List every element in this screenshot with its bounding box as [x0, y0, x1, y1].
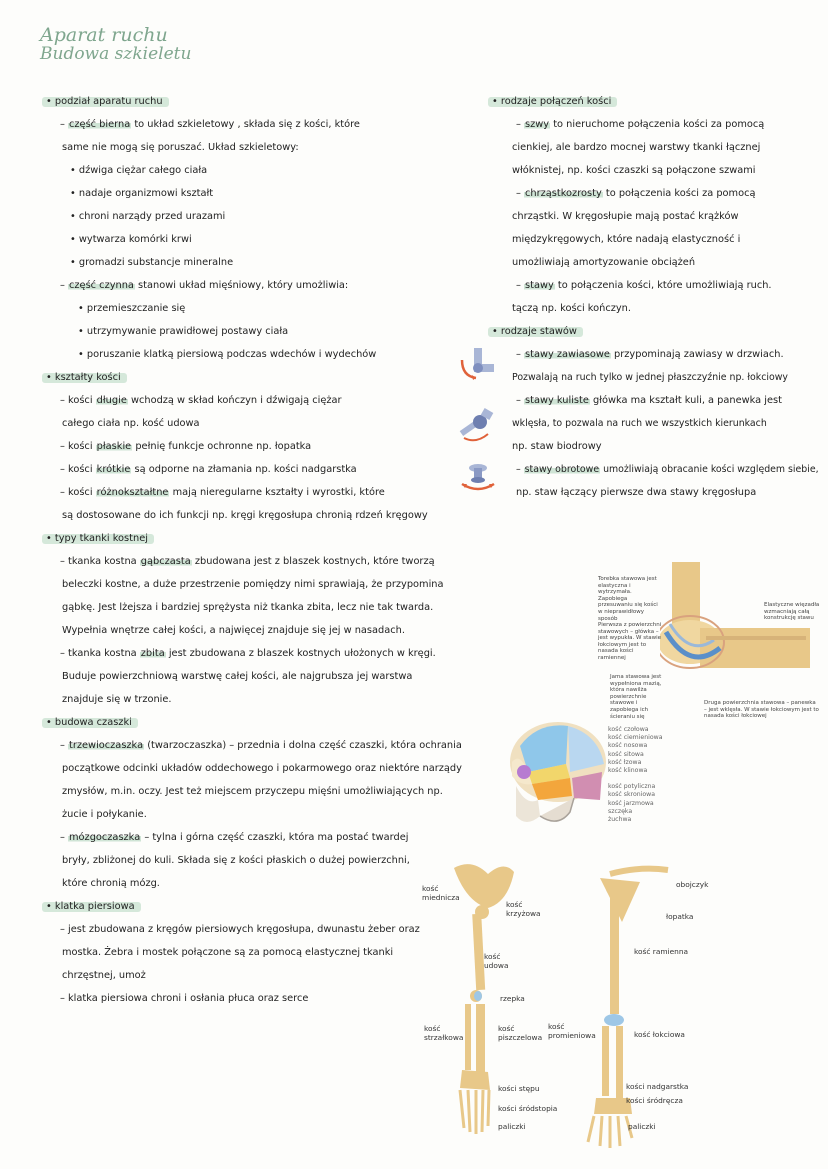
section-heading: • podział aparatu ruchu: [44, 90, 165, 113]
bone-label: kość krzyżowa: [506, 900, 541, 918]
joint-label: Jama stawowa jest wypełniona mazią, która nawilża powierzchnie stawowe i zapobiega ich ścieraniu się: [610, 674, 662, 720]
bone-label: kości stępu: [498, 1084, 540, 1093]
ball-joint-icon: [456, 406, 498, 442]
text-line: chrzęstnej, umoż: [62, 970, 146, 981]
text-line: np. staw biodrowy: [512, 441, 602, 452]
text-line: – część czynna stanowi układ mięśniowy, który umożliwia:: [60, 280, 349, 291]
section-heading: • kształty kości: [44, 366, 123, 389]
bone-label: rzepka: [500, 994, 525, 1003]
text-line: umożliwiają amortyzowanie obciążeń: [512, 257, 696, 268]
text-line: – kości płaskie pełnię funkcje ochronne np. łopatka: [60, 441, 312, 452]
bone-label: kość łokciowa: [634, 1030, 685, 1039]
text-line: – stawy kuliste główka ma kształt kuli, a panewka jest: [516, 395, 782, 406]
text-line: włóknistej, np. kości czaszki są połączone szwami: [512, 165, 756, 176]
text-line: – kości krótkie są odporne na złamania np. kości nadgarstka: [60, 464, 357, 475]
text-line: beleczki kostne, a duże przestrzenie pomiędzy nimi sprawiają, że przypomina: [62, 579, 444, 590]
text-line: Buduje powierzchniową warstwę całej kości, ale najgrubsza jej warstwa: [62, 671, 413, 682]
text-line: – tkanka kostna zbita jest zbudowana z blaszek kostnych ułożonych w kręgi.: [60, 648, 436, 659]
text-line: – mózgoczaszka – tylna i górna część czaszki, która ma postać twardej: [60, 832, 409, 843]
text-line: znajduje się w trzonie.: [62, 694, 172, 705]
text-line: – tkanka kostna gąbczasta zbudowana jest z blaszek kostnych, które tworzą: [60, 556, 435, 567]
list-item: • nadaje organizmowi kształt: [70, 188, 214, 199]
text-line: Pozwalają na ruch tylko w jednej płaszczyźnie np. łokciowy: [512, 372, 788, 383]
list-item: • poruszanie klatką piersiową podczas wdechów i wydechów: [78, 349, 377, 360]
section-heading: • rodzaje stawów: [490, 320, 579, 343]
pivot-joint-icon: [456, 460, 498, 496]
list-item: • przemieszczanie się: [78, 303, 186, 314]
list-item: • wytwarza komórki krwi: [70, 234, 192, 245]
bone-label: paliczki: [628, 1122, 656, 1131]
bone-label: obojczyk: [676, 880, 709, 889]
bone-label: paliczki: [498, 1122, 526, 1131]
text-line: – jest zbudowana z kręgów piersiowych kręgosłupa, dwunastu żeber oraz: [60, 924, 420, 935]
text-line: które chronią mózg.: [62, 878, 160, 889]
text-line: – kości różnokształtne mają nieregularne kształty i wyrostki, które: [60, 487, 385, 498]
text-line: – stawy to połączenia kości, które umożliwiają ruch.: [516, 280, 772, 291]
text-line: międzykręgowych, które nadają elastyczność i: [512, 234, 741, 245]
section-heading: • rodzaje połączeń kości: [490, 90, 613, 113]
text-line: wklęsła, to pozwala na ruch we wszystkich kierunkach: [512, 418, 767, 429]
section-heading: • typy tkanki kostnej: [44, 527, 150, 550]
elbow-joint-illustration: [660, 562, 810, 694]
text-line: – stawy zawiasowe przypominają zawiasy w drzwiach.: [516, 349, 784, 360]
joint-label: Elastyczne więzadła wzmacniają całą konstrukcję stawu: [764, 602, 820, 622]
text-line: początkowe odcinki układów oddechowego i pokarmowego oraz niektóre narządy: [62, 763, 462, 774]
joint-label: Torebka stawowa jest elastyczna i wytrzymała. Zapobiega przesuwaniu się kości w nieprawidłowy sposób: [598, 576, 658, 622]
text-line: – stawy obrotowe umożliwiają obracanie kości względem siebie,: [516, 464, 819, 475]
text-line: – klatka piersiowa chroni i osłania płuca oraz serce: [60, 993, 309, 1004]
right-column: [490, 90, 819, 504]
text-line: – trzewioczaszka (twarzoczaszka) – przednia i dolna część czaszki, która ochrania: [60, 740, 462, 751]
text-line: chrząstki. W kręgosłupie mają postać krążków: [512, 211, 739, 222]
page-subtitle: Budowa szkieletu: [40, 44, 192, 64]
text-line: bryły, zbliżonej do kuli. Składa się z kości płaskich o dużej powierzchni,: [62, 855, 410, 866]
text-line: całego ciała np. kość udowa: [62, 418, 200, 429]
text-line: są dostosowane do ich funkcji np. kręgi kręgosłupa chronią rdzeń kręgowy: [62, 510, 428, 521]
joint-label: Druga powierzchnia stawowa – panewka – jest wklęsła. W stawie łokciowym jest to nasada kości łokciowej: [704, 700, 819, 720]
text-line: cienkiej, ale bardzo mocnej warstwy tkanki łącznej: [512, 142, 761, 153]
bone-label: kość miednicza: [422, 884, 460, 902]
text-line: gąbkę. Jest lżejsza i bardziej sprężysta niż tkanka zbita, lecz nie tak twarda.: [62, 602, 434, 613]
text-line: żucie i połykanie.: [62, 809, 147, 820]
bone-label: kości nadgarstka: [626, 1082, 689, 1091]
list-item: • gromadzi substancje mineralne: [70, 257, 234, 268]
bone-label: kość piszczelowa: [498, 1024, 543, 1042]
page-title: Aparat ruchu: [40, 24, 168, 46]
bone-label: kość udowa: [484, 952, 509, 970]
section-heading: • budowa czaszki: [44, 711, 134, 734]
list-item: • chroni narządy przed urazami: [70, 211, 226, 222]
hinge-joint-icon: [456, 346, 498, 382]
list-item: • utrzymywanie prawidłowej postawy ciała: [78, 326, 289, 337]
skull-illustration: [498, 716, 608, 832]
text-line: same nie mogą się poruszać. Układ szkieletowy:: [62, 142, 299, 153]
text-line: zmysłów, m.in. oczy. Jest też miejscem przyczepu mięśni umożliwiających np.: [62, 786, 443, 797]
bone-label: łopatka: [666, 912, 694, 921]
joint-label: Pierwsza z powierzchni stawowych – główka – jest wypukła. W stawie łokciowym jest to nasada kości ramiennej: [598, 622, 662, 661]
text-line: – chrząstkozrosty to połączenia kości za pomocą: [516, 188, 756, 199]
text-line: – kości długie wchodzą w skład kończyn i dźwigają ciężar: [60, 395, 342, 406]
text-line: – szwy to nieruchome połączenia kości za pomocą: [516, 119, 765, 130]
bone-label: kości śródstopia: [498, 1104, 558, 1113]
text-line: – część bierna to układ szkieletowy , składa się z kości, które: [60, 119, 360, 130]
text-line: np. staw łączący pierwsze dwa stawy kręgosłupa: [516, 487, 757, 498]
text-line: mostka. Żebra i mostek połączone są za pomocą elastycznej tkanki: [62, 947, 394, 958]
bone-label: kości śródręcza: [626, 1096, 683, 1105]
text-line: tączą np. kości kończyn.: [512, 303, 631, 314]
bone-label: kość ramienna: [634, 947, 689, 956]
text-line: Wypełnia wnętrze całej kości, a najwięcej znajduje się jej w nasadach.: [62, 625, 405, 636]
skull-label-list: kość czołowa kość ciemieniowa kość nosowa kość sitowa kość łzowa kość klinowa kość potyliczna kość skroniowa kość jarzmowa szczęka żuchwa: [608, 726, 663, 824]
section-heading: • klatka piersiowa: [44, 895, 137, 918]
list-item: • dźwiga ciężar całego ciała: [70, 165, 208, 176]
bone-label: kość strzałkowa: [424, 1024, 464, 1042]
bone-label: kość promieniowa: [548, 1022, 596, 1040]
